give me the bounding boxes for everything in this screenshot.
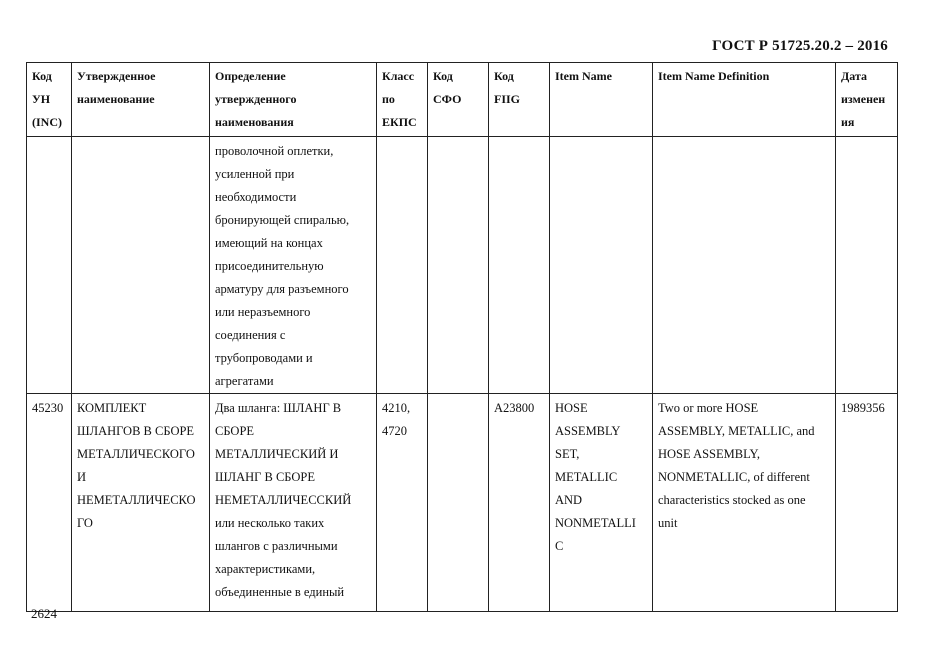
text-line: ШЛАНГ В СБОРЕ <box>215 470 315 484</box>
cell-class <box>377 137 428 394</box>
text-line: КОМПЛЕКТ <box>77 401 147 415</box>
col-header-item-name <box>550 63 653 137</box>
text-line: Два шланга: ШЛАНГ В <box>215 401 342 415</box>
text-line: бронирующей спиралью, <box>215 213 350 227</box>
text-line: Код <box>32 69 52 83</box>
text-line: утвержденного <box>215 92 297 106</box>
text-line: NONMETALLI <box>555 516 636 530</box>
text-line: (INC) <box>32 115 62 129</box>
cell-item-name <box>550 137 653 394</box>
cell-change-date <box>836 137 898 394</box>
cell-item-name-definition <box>653 394 836 612</box>
text-line: characteristics stocked as one <box>658 493 806 507</box>
text-line: Класс <box>382 69 415 83</box>
nomenclature-table <box>26 62 898 612</box>
cell-sfo <box>428 137 489 394</box>
text-line: СФО <box>433 92 462 106</box>
text-line: СБОРЕ <box>215 424 255 438</box>
cell-sfo <box>428 394 489 612</box>
cell-inc <box>27 137 72 394</box>
col-header-class <box>377 63 428 137</box>
text-line: УН <box>32 92 51 106</box>
cell-fiig <box>489 137 550 394</box>
text-line: объединенные в единый <box>215 585 345 599</box>
text-line: Дата <box>841 69 867 83</box>
text-line: агрегатами <box>215 374 274 388</box>
text-line: МЕТАЛЛИЧЕСКИЙ И <box>215 447 339 461</box>
text-line: по <box>382 92 395 106</box>
text-line: unit <box>658 516 678 530</box>
text-line: ЕКПС <box>382 115 417 129</box>
table-row <box>27 137 898 394</box>
col-header-approved-name <box>72 63 210 137</box>
text-line: трубопроводами и <box>215 351 313 365</box>
text-line: наименование <box>77 92 155 106</box>
cell-approved-name <box>72 137 210 394</box>
text-line: имеющий на концах <box>215 236 323 250</box>
text-line: или неразъемного <box>215 305 311 319</box>
text-line: соединения с <box>215 328 286 342</box>
text-line: проволочной оплетки, <box>215 144 334 158</box>
text-line: НЕМЕТАЛЛИЧЕСКО <box>77 493 196 507</box>
text-line: Item Name Definition <box>658 69 770 83</box>
text-line: NONMETALLIC, of different <box>658 470 810 484</box>
col-header-definition <box>210 63 377 137</box>
text-line: HOSE ASSEMBLY, <box>658 447 761 461</box>
text-line: ГО <box>77 516 93 530</box>
col-header-item-name-definition <box>653 63 836 137</box>
text-line: METALLIC <box>555 470 618 484</box>
cell-class <box>377 394 428 612</box>
col-header-inc <box>27 63 72 137</box>
text-line: Код <box>433 69 453 83</box>
text-line: присоединительную <box>215 259 324 273</box>
text-line: ия <box>841 115 855 129</box>
cell-change-date: 1989356 <box>836 394 898 612</box>
text-line: Item Name <box>555 69 612 83</box>
text-line: И <box>77 470 87 484</box>
cell-definition <box>210 137 377 394</box>
text-line: AND <box>555 493 583 507</box>
text-line: SET, <box>555 447 580 461</box>
page-number: 2624 <box>31 606 57 621</box>
text-line: Утвержденное <box>77 69 156 83</box>
cell-definition <box>210 394 377 612</box>
text-line: изменен <box>841 92 886 106</box>
text-line: 4720 <box>382 424 407 438</box>
text-line: 4210, <box>382 401 411 415</box>
text-line: или несколько таких <box>215 516 325 530</box>
cell-item-name <box>550 394 653 612</box>
text-line: HOSE <box>555 401 588 415</box>
cell-item-name-definition <box>653 137 836 394</box>
text-line: характеристиками, <box>215 562 316 576</box>
text-line: ASSEMBLY, METALLIC, and <box>658 424 815 438</box>
text-line: Определение <box>215 69 286 83</box>
table-row <box>27 394 898 612</box>
cell-fiig: A23800 <box>489 394 550 612</box>
text-line: МЕТАЛЛИЧЕСКОГО <box>77 447 195 461</box>
col-header-fiig <box>489 63 550 137</box>
text-line: Two or more HOSE <box>658 401 759 415</box>
col-header-change-date <box>836 63 898 137</box>
text-line: необходимости <box>215 190 297 204</box>
text-line: усиленной при <box>215 167 295 181</box>
text-line: НЕМЕТАЛЛИЧЕССКИЙ <box>215 493 352 507</box>
table-header-row <box>27 63 898 137</box>
text-line: ASSEMBLY <box>555 424 621 438</box>
col-header-sfo <box>428 63 489 137</box>
text-line: Код <box>494 69 514 83</box>
text-line: C <box>555 539 564 553</box>
cell-inc: 45230 <box>27 394 72 612</box>
text-line: наименования <box>215 115 294 129</box>
document-code-title: ГОСТ Р 51725.20.2 – 2016 <box>712 38 888 54</box>
text-line: арматуру для разъемного <box>215 282 349 296</box>
text-line: шлангов с различными <box>215 539 338 553</box>
cell-approved-name <box>72 394 210 612</box>
text-line: ШЛАНГОВ В СБОРЕ <box>77 424 195 438</box>
text-line: FIIG <box>494 92 521 106</box>
